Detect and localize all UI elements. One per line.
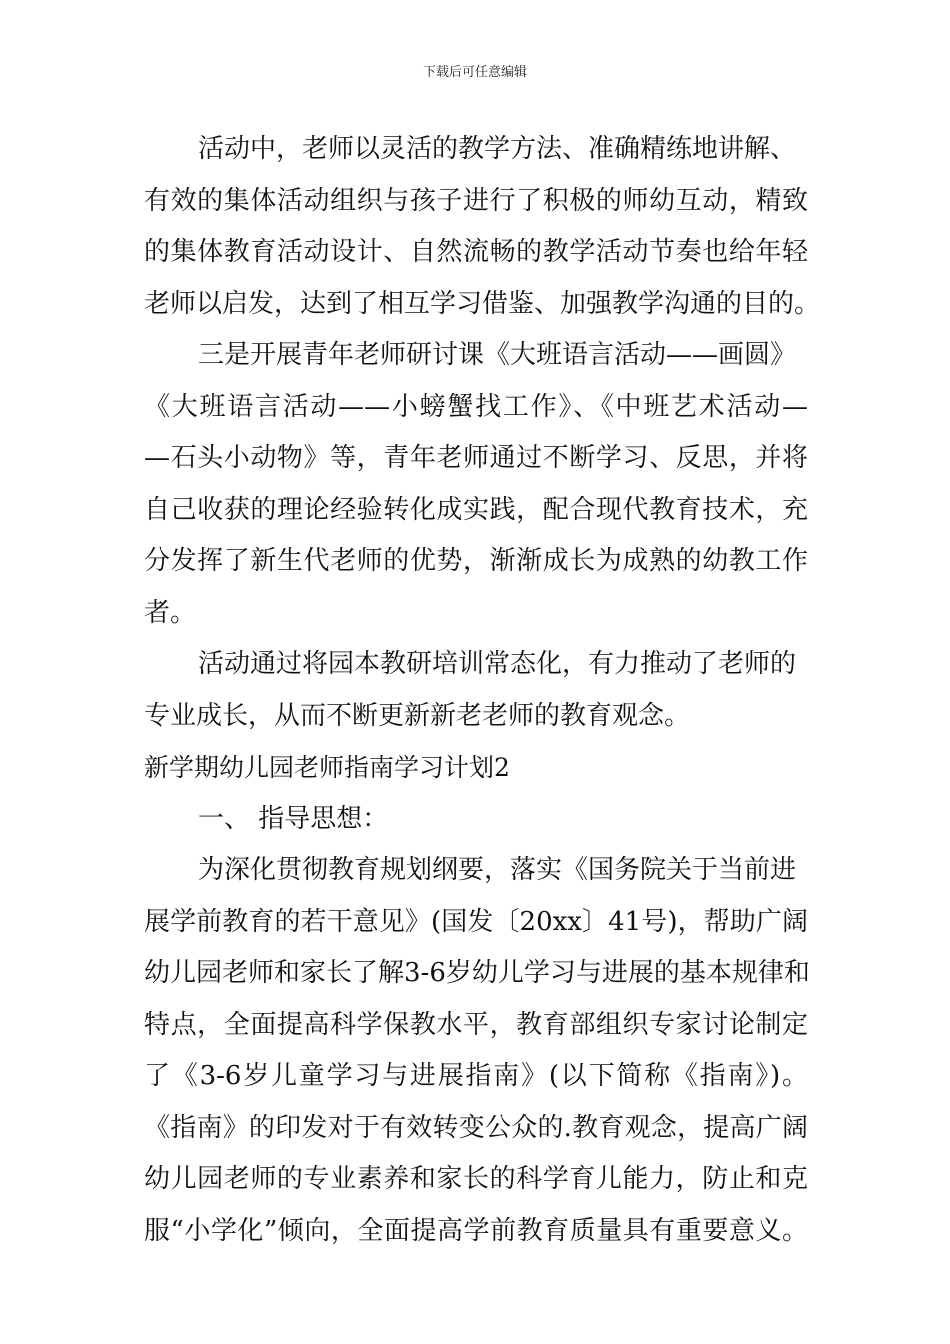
subheading-guiding-ideology: 一、 指导思想： xyxy=(198,803,389,834)
paragraph-line: 《指南》的印发对于有效转变公众的.教育观念，提高广阔 xyxy=(144,1112,808,1143)
paragraph-line: 专业成长，从而不断更新新老老师的教育观念。 xyxy=(144,700,691,731)
paragraph-line: 活动通过将园本教研培训常态化，有力推动了老师的 xyxy=(198,649,797,679)
paragraph-line: 老师以启发，达到了相互学习借鉴、加强教学沟通的目的。 xyxy=(144,288,821,319)
paragraph-line: 有效的集体活动组织与孩子进行了积极的师幼互动，精致 xyxy=(144,185,808,216)
paragraph-line: 《大班语言活动——小螃蟹找工作》、《中班艺术活动— xyxy=(144,391,808,422)
paragraph-line: 服“小学化”倾向，全面提高学前教育质量具有重要意义。 xyxy=(144,1215,808,1246)
paragraph-line: 三是开展青年老师研讨课《大班语言活动——画圆》 xyxy=(198,340,797,370)
paragraph-line: 展学前教育的若干意见》(国发〔20xx〕41号)，帮助广阔 xyxy=(144,906,808,937)
paragraph-activity-summary xyxy=(144,124,821,330)
paragraph-line: 特点，全面提高科学保教水平，教育部组织专家讨论制定 xyxy=(144,1009,808,1040)
paragraph-line: 为深化贯彻教育规划纲要，落实《国务院关于当前进 xyxy=(198,855,797,885)
paragraph-line: 的集体教育活动设计、自然流畅的教学活动节奏也给年轻 xyxy=(144,237,808,267)
document-body xyxy=(144,124,821,1257)
paragraph-conclusion xyxy=(144,639,808,742)
page-header: 下载后可任意编辑 xyxy=(422,65,527,80)
paragraph-line: 者。 xyxy=(144,597,197,628)
paragraph-guidance xyxy=(144,845,808,1257)
paragraph-line: 自己收获的理论经验转化成实践，配合现代教育技术，充 xyxy=(144,494,808,525)
paragraph-line: 活动中，老师以灵活的教学方法、准确精练地讲解、 xyxy=(198,134,797,164)
paragraph-line: 幼儿园老师的专业素养和家长的科学育儿能力，防止和克 xyxy=(144,1164,808,1194)
paragraph-line: —石头小动物》等，青年老师通过不断学习、反思，并将 xyxy=(144,443,808,473)
paragraph-young-teacher-classes xyxy=(144,330,808,639)
paragraph-line: 幼儿园老师和家长了解3-6岁幼儿学习与进展的基本规律和 xyxy=(144,958,810,988)
section-title: 新学期幼儿园老师指南学习计划2 xyxy=(144,753,510,782)
paragraph-line: 分发挥了新生代老师的优势，渐渐成长为成熟的幼教工作 xyxy=(144,546,808,576)
paragraph-line: 了《3-6岁儿童学习与进展指南》(以下简称《指南》)。 xyxy=(144,1061,808,1091)
